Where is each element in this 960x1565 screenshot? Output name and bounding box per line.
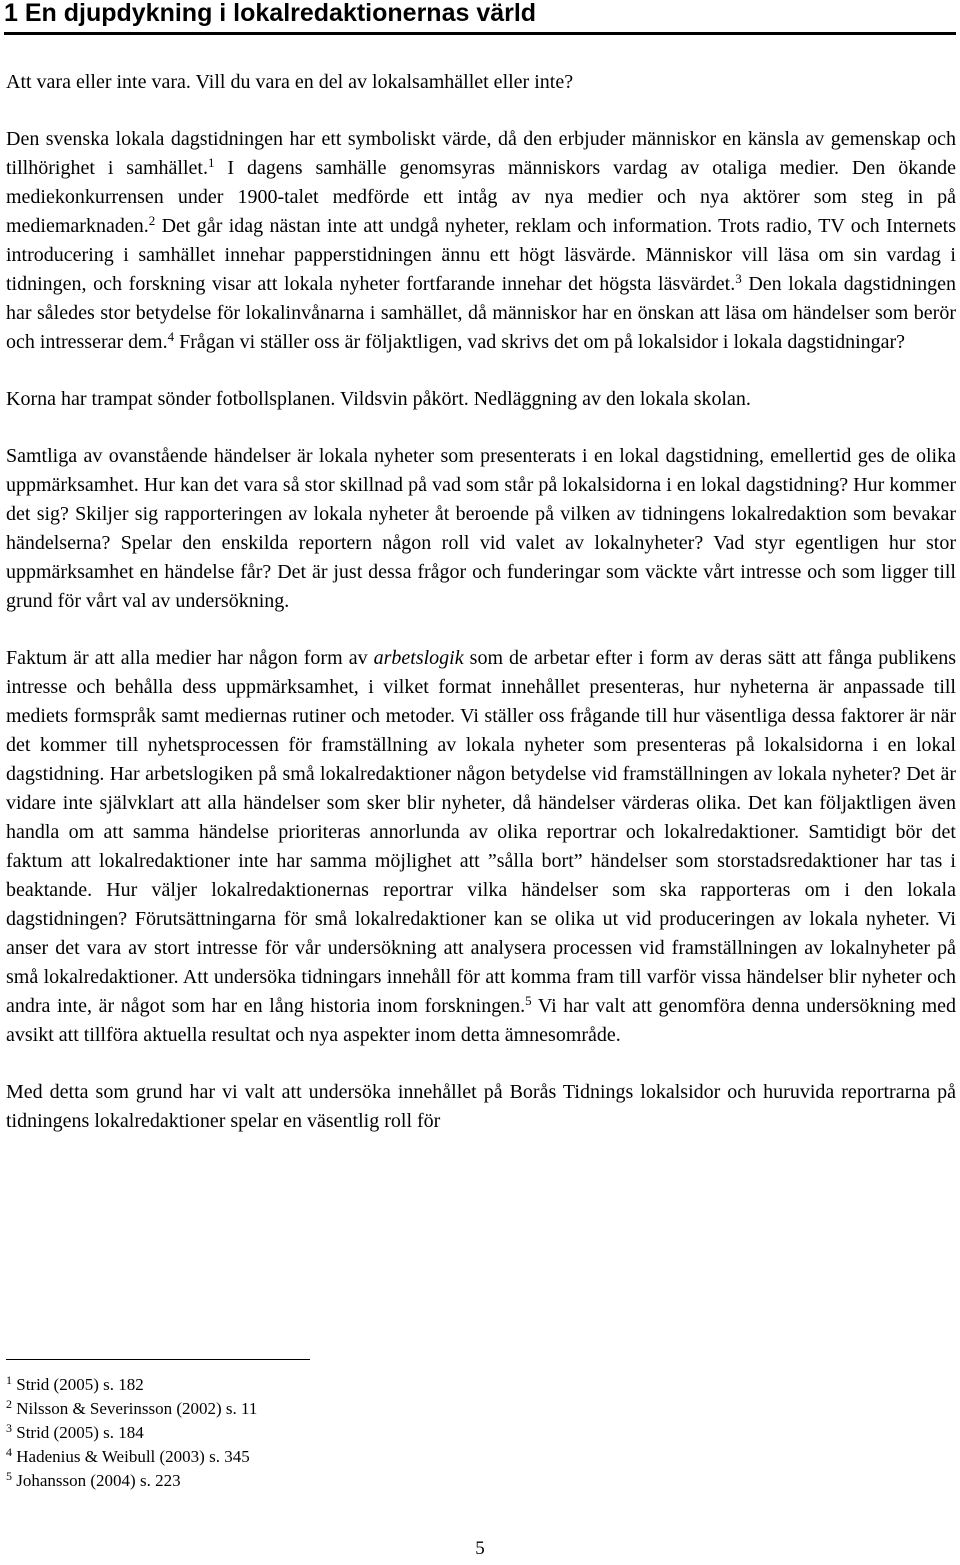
paragraph-5-part-1: Faktum är att alla medier har någon form av bbox=[6, 647, 374, 669]
footnote-text-3: Strid (2005) s. 184 bbox=[12, 1423, 144, 1442]
paragraph-2-part-3: Det går idag nästan inte att undgå nyheter, reklam och information. Trots radio, TV och Internets introducering i samhället innehar papperstidningen ännu ett högt läsvärde. Människor vill läsa om sin vardag i tidningen, och forskning visar att lokala nyheter fortfarande innehar det högsta läsvärdet. bbox=[6, 215, 956, 295]
paragraph-5 bbox=[6, 644, 956, 1050]
paragraph-2 bbox=[6, 125, 956, 357]
footnote-4 bbox=[6, 1445, 606, 1469]
paragraph-5-part-2: som de arbetar efter i form av deras sätt att fånga publikens intresse och behålla dess uppmärksamhet, i vilket format innehållet presenteras, hur nyheterna är anpassade till mediets formspråk samt mediernas rutiner och metoder. Vi ställer oss frågande till hur väsentliga dessa faktorer är när det kommer till nyhetsprocessen för framställning av lokala nyheter som presenteras på lokalsidorna i en lokal dagstidning. Har arbetslogiken på små lokalredaktioner någon betydelse vid framställningen av lokala nyheter? Det är vidare inte självklart att alla händelser som sker blir nyheter, då händelser värderas olika. Det kan följaktligen även handla om att samma händelse prioriteras annorlunda av olika reportrar och lokalredaktioner. Samtidigt bör det faktum att lokalredaktioner inte har samma möjlighet att ”sålla bort” händelser som storstadsredaktioner har tas i beaktande. Hur väljer lokalredaktionernas reportrar vilka händelser som ska rapporteras om i den lokala dagstidningen? Förutsättningarna för små lokalredaktioner kan se olika ut vid produceringen av lokala nyheter. Vi anser det vara av stort intresse för vår undersökning att analysera processen vid framställningen av lokalnyheter på små lokalredaktioner. Att undersöka tidningars innehåll för att komma fram till varför vissa händelser blir nyheter och andra inte, är något som har en lång historia inom forskningen. bbox=[6, 647, 956, 1017]
footnote-ref-3: 3 bbox=[735, 271, 742, 286]
footnote-number-3: 3 bbox=[6, 1421, 12, 1435]
footnote-separator bbox=[6, 1359, 310, 1360]
footnote-list bbox=[6, 1373, 606, 1493]
footnote-ref-5: 5 bbox=[525, 993, 532, 1008]
paragraph-5-italic-term: arbetslogik bbox=[373, 647, 464, 669]
footnote-number-1: 1 bbox=[6, 1373, 12, 1387]
footnote-number-2: 2 bbox=[6, 1397, 12, 1411]
footnote-text-4: Hadenius & Weibull (2003) s. 345 bbox=[12, 1447, 250, 1466]
paragraph-2-part-2: I dagens samhälle genomsyras människors vardag av otaliga medier. Den ökande mediekonkurrensen under 1900-talet medförde ett intåg av nya medier och nya aktörer som steg in på mediemarknaden. bbox=[6, 157, 957, 237]
footnote-ref-1: 1 bbox=[207, 155, 215, 170]
footnote-2 bbox=[6, 1397, 606, 1421]
footnote-text-1: Strid (2005) s. 182 bbox=[12, 1375, 144, 1394]
paragraph-2-part-1: Den svenska lokala dagstidningen har ett symboliskt värde, då den erbjuder människor en känsla av gemenskap och tillhörighet i samhället. bbox=[6, 128, 956, 179]
paragraph-3: Korna har trampat sönder fotbollsplanen. Vildsvin påkört. Nedläggning av den lokala skolan. bbox=[6, 388, 751, 410]
footnote-ref-2: 2 bbox=[148, 213, 156, 228]
page-number: 5 bbox=[475, 1538, 485, 1559]
footnote-text-5: Johansson (2004) s. 223 bbox=[12, 1471, 181, 1490]
paragraph-2-part-5: Frågan vi ställer oss är följaktligen, vad skrivs det om på lokalsidor i lokala dagstidningar? bbox=[174, 331, 906, 353]
footnote-text-2: Nilsson & Severinsson (2002) s. 11 bbox=[12, 1399, 258, 1418]
chapter-heading: 1 En djupdykning i lokalredaktionernas värld bbox=[4, 0, 956, 35]
paragraph-6: Med detta som grund har vi valt att undersöka innehållet på Borås Tidnings lokalsidor och huruvida reportrarna på tidningens lokalredaktioner spelar en väsentlig roll för bbox=[6, 1081, 956, 1132]
footnote-5 bbox=[6, 1469, 606, 1493]
paragraph-4: Samtliga av ovanstående händelser är lokala nyheter som presenterats i en lokal dagstidning, emellertid ges de olika uppmärksamhet. Hur kan det vara så stor skillnad på vad som står på lokalsidorna i en lokal dagstidning? Hur kommer det sig? Skiljer sig rapporteringen av lokala nyheter åt beroende på vilken av tidningens lokalredaktion som bevakar händelserna? Spelar den enskilda reportern någon roll vid valet av lokalnyheter? Vad styr egentligen hur stor uppmärksamhet en händelse får? Det är just dessa frågor och funderingar som väckte vårt intresse och som ligger till grund för vårt val av undersökning. bbox=[6, 445, 956, 612]
footnote-ref-4: 4 bbox=[167, 329, 175, 344]
footnote-3 bbox=[6, 1421, 606, 1445]
footnote-1 bbox=[6, 1373, 606, 1397]
body-text bbox=[6, 68, 956, 1136]
paragraph-2-part-4: Den lokala dagstidningen har således stor betydelse för lokalinvånarna i samhället, då människor har en önskan att läsa om händelser som berör och intresserar dem. bbox=[6, 273, 956, 353]
paragraph-5-part-3: Vi har valt att genomföra denna undersökning med avsikt att tillföra aktuella resultat och nya aspekter inom detta ämnesområde. bbox=[6, 995, 957, 1046]
footnote-number-4: 4 bbox=[6, 1445, 12, 1459]
paragraph-1: Att vara eller inte vara. Vill du vara en del av lokalsamhället eller inte? bbox=[6, 71, 574, 93]
footnote-number-5: 5 bbox=[6, 1469, 12, 1483]
